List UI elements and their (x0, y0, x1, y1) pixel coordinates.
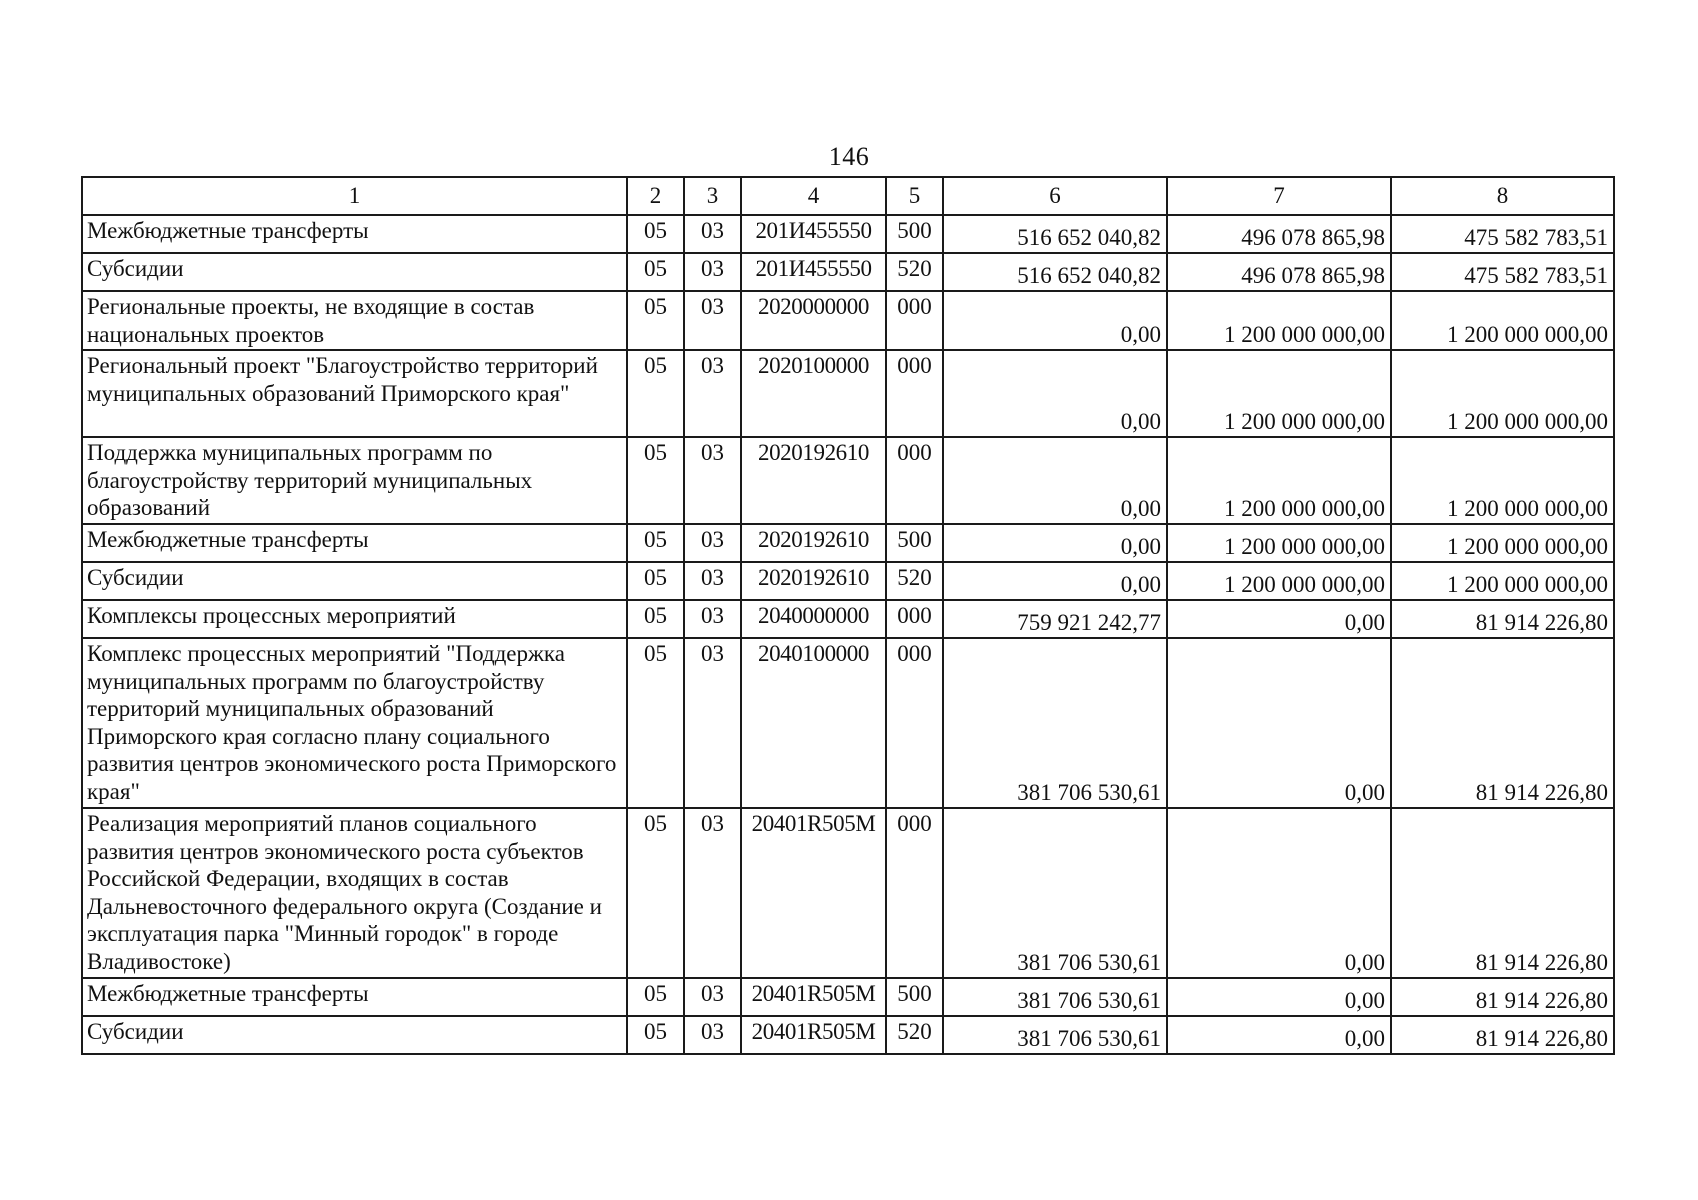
amount-col8: 81 914 226,80 (1391, 638, 1614, 808)
expense-type-code: 000 (886, 638, 943, 808)
target-article-code: 201И455550 (741, 215, 886, 253)
target-article-code: 201И455550 (741, 253, 886, 291)
amount-col8: 1 200 000 000,00 (1391, 291, 1614, 350)
amount-col8: 475 582 783,51 (1391, 253, 1614, 291)
amount-col8: 1 200 000 000,00 (1391, 350, 1614, 437)
section-code: 05 (627, 350, 684, 437)
section-code: 05 (627, 562, 684, 600)
row-name: Субсидии (82, 253, 627, 291)
table-row (82, 215, 1614, 253)
expense-type-code: 000 (886, 808, 943, 978)
target-article-code: 20401R505M (741, 808, 886, 978)
amount-col7: 0,00 (1167, 600, 1391, 638)
expense-type-code: 000 (886, 291, 943, 350)
row-name: Реализация мероприятий планов социального развития центров экономического роста субъектов Российской Федерации, входящих в состав Дальневосточного федерального округа (Создание и эксплуатация парка "Минный городок" в городе Владивостоке) (82, 808, 627, 978)
amount-col6: 0,00 (943, 291, 1167, 350)
row-name: Межбюджетные трансферты (82, 215, 627, 253)
row-name: Субсидии (82, 1016, 627, 1054)
table-row (82, 437, 1614, 524)
section-code: 05 (627, 291, 684, 350)
section-code: 05 (627, 215, 684, 253)
target-article-code: 20401R505M (741, 1016, 886, 1054)
subsection-code: 03 (684, 524, 741, 562)
subsection-code: 03 (684, 808, 741, 978)
table-row (82, 524, 1614, 562)
target-article-code: 20401R505M (741, 978, 886, 1016)
table-row (82, 562, 1614, 600)
amount-col8: 81 914 226,80 (1391, 600, 1614, 638)
amount-col7: 0,00 (1167, 1016, 1391, 1054)
amount-col6: 516 652 040,82 (943, 215, 1167, 253)
amount-col8: 81 914 226,80 (1391, 808, 1614, 978)
expense-type-code: 500 (886, 215, 943, 253)
header-cell: 2 (627, 177, 684, 215)
subsection-code: 03 (684, 253, 741, 291)
section-code: 05 (627, 253, 684, 291)
page-number: 146 (828, 142, 870, 171)
amount-col7: 496 078 865,98 (1167, 253, 1391, 291)
header-cell: 1 (82, 177, 627, 215)
amount-col6: 381 706 530,61 (943, 808, 1167, 978)
header-row (82, 177, 1614, 215)
subsection-code: 03 (684, 638, 741, 808)
expense-type-code: 000 (886, 600, 943, 638)
section-code: 05 (627, 1016, 684, 1054)
amount-col7: 0,00 (1167, 638, 1391, 808)
amount-col8: 1 200 000 000,00 (1391, 437, 1614, 524)
subsection-code: 03 (684, 562, 741, 600)
expense-type-code: 000 (886, 350, 943, 437)
amount-col7: 1 200 000 000,00 (1167, 524, 1391, 562)
expense-type-code: 500 (886, 978, 943, 1016)
section-code: 05 (627, 437, 684, 524)
subsection-code: 03 (684, 350, 741, 437)
target-article-code: 2020192610 (741, 524, 886, 562)
section-code: 05 (627, 808, 684, 978)
subsection-code: 03 (684, 600, 741, 638)
amount-col7: 0,00 (1167, 808, 1391, 978)
amount-col6: 0,00 (943, 524, 1167, 562)
header-cell: 4 (741, 177, 886, 215)
row-name: Комплекс процессных мероприятий "Поддержка муниципальных программ по благоустройству территорий муниципальных образований Приморского края согласно плану социального развития центров экономического роста Приморского края" (82, 638, 627, 808)
expense-type-code: 500 (886, 524, 943, 562)
budget-table (81, 176, 1615, 1055)
expense-type-code: 520 (886, 253, 943, 291)
row-name: Комплексы процессных мероприятий (82, 600, 627, 638)
table-row (82, 350, 1614, 437)
table-row (82, 808, 1614, 978)
table-row (82, 638, 1614, 808)
amount-col8: 475 582 783,51 (1391, 215, 1614, 253)
amount-col7: 0,00 (1167, 978, 1391, 1016)
target-article-code: 2020192610 (741, 562, 886, 600)
header-cell: 3 (684, 177, 741, 215)
subsection-code: 03 (684, 215, 741, 253)
row-name: Региональный проект "Благоустройство территорий муниципальных образований Приморского края" (82, 350, 627, 437)
subsection-code: 03 (684, 291, 741, 350)
subsection-code: 03 (684, 978, 741, 1016)
amount-col6: 0,00 (943, 562, 1167, 600)
expense-type-code: 520 (886, 1016, 943, 1054)
row-name: Региональные проекты, не входящие в состав национальных проектов (82, 291, 627, 350)
row-name: Межбюджетные трансферты (82, 524, 627, 562)
amount-col6: 381 706 530,61 (943, 638, 1167, 808)
target-article-code: 2020100000 (741, 350, 886, 437)
row-name: Поддержка муниципальных программ по благоустройству территорий муниципальных образований (82, 437, 627, 524)
amount-col8: 81 914 226,80 (1391, 978, 1614, 1016)
target-article-code: 2040100000 (741, 638, 886, 808)
amount-col6: 381 706 530,61 (943, 1016, 1167, 1054)
table-row (82, 978, 1614, 1016)
amount-col7: 1 200 000 000,00 (1167, 291, 1391, 350)
row-name: Межбюджетные трансферты (82, 978, 627, 1016)
amount-col7: 496 078 865,98 (1167, 215, 1391, 253)
section-code: 05 (627, 638, 684, 808)
header-cell: 7 (1167, 177, 1391, 215)
amount-col6: 759 921 242,77 (943, 600, 1167, 638)
subsection-code: 03 (684, 437, 741, 524)
expense-type-code: 000 (886, 437, 943, 524)
amount-col6: 381 706 530,61 (943, 978, 1167, 1016)
table-row (82, 291, 1614, 350)
target-article-code: 2020192610 (741, 437, 886, 524)
section-code: 05 (627, 524, 684, 562)
section-code: 05 (627, 600, 684, 638)
section-code: 05 (627, 978, 684, 1016)
subsection-code: 03 (684, 1016, 741, 1054)
amount-col7: 1 200 000 000,00 (1167, 437, 1391, 524)
amount-col6: 516 652 040,82 (943, 253, 1167, 291)
amount-col7: 1 200 000 000,00 (1167, 350, 1391, 437)
table-row (82, 253, 1614, 291)
amount-col6: 0,00 (943, 350, 1167, 437)
amount-col7: 1 200 000 000,00 (1167, 562, 1391, 600)
header-cell: 8 (1391, 177, 1614, 215)
amount-col8: 1 200 000 000,00 (1391, 524, 1614, 562)
target-article-code: 2020000000 (741, 291, 886, 350)
header-cell: 6 (943, 177, 1167, 215)
row-name: Субсидии (82, 562, 627, 600)
amount-col8: 81 914 226,80 (1391, 1016, 1614, 1054)
table-row (82, 1016, 1614, 1054)
expense-type-code: 520 (886, 562, 943, 600)
table-row (82, 600, 1614, 638)
header-cell: 5 (886, 177, 943, 215)
target-article-code: 2040000000 (741, 600, 886, 638)
amount-col8: 1 200 000 000,00 (1391, 562, 1614, 600)
amount-col6: 0,00 (943, 437, 1167, 524)
